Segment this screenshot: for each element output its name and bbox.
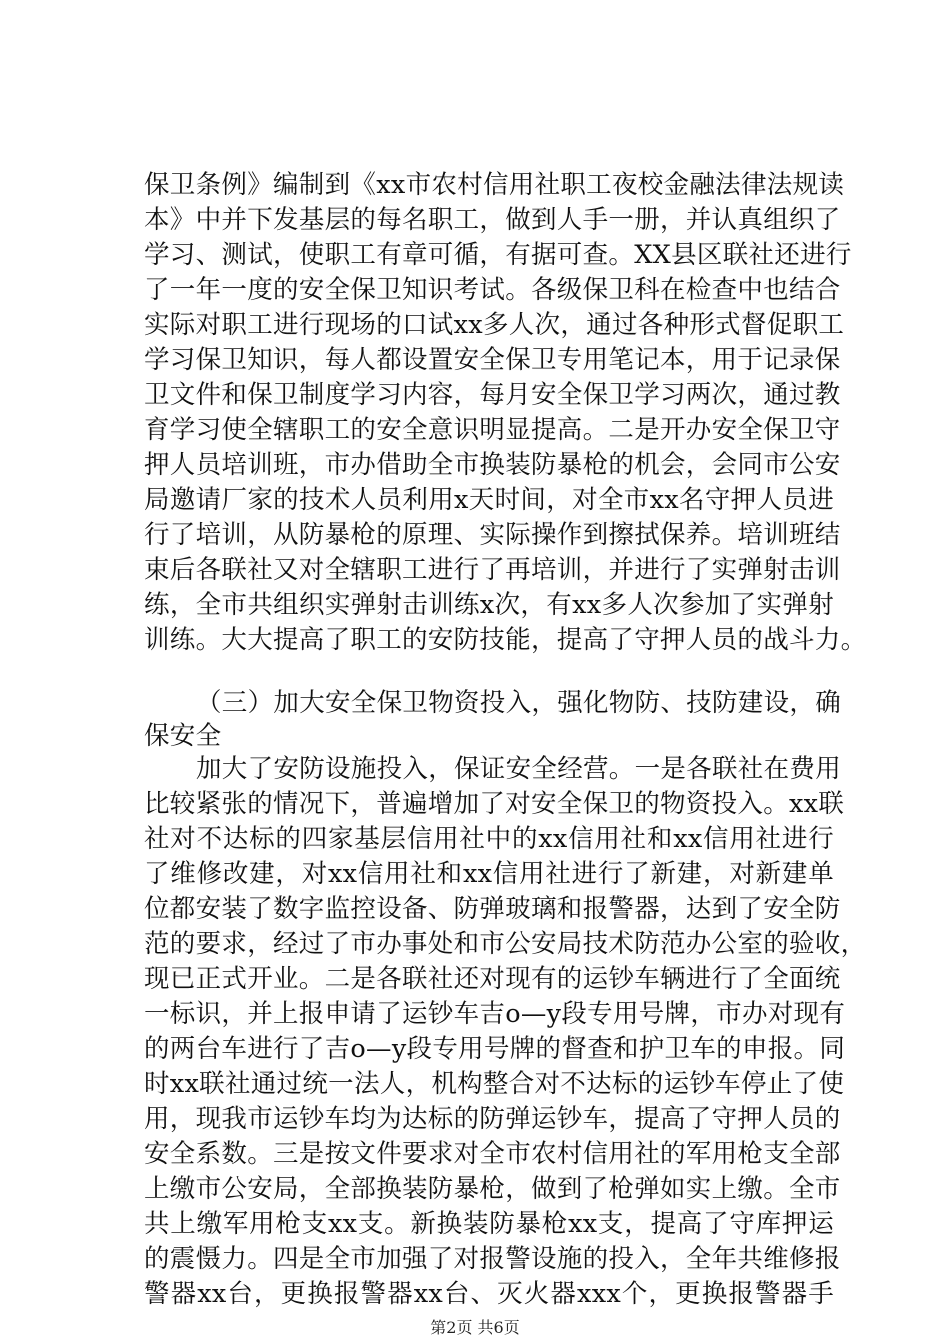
paragraph-2-line: 范的要求，经过了市办事处和市公安局技术防范办公室的验收， <box>144 929 867 959</box>
paragraph-1-line: 押人员培训班，市办借助全市换装防暴枪的机会，会同市公安 <box>144 450 841 480</box>
paragraph-2-line: 一标识，并上报申请了运钞车吉o—y段专用号牌，市办对现有 <box>144 999 846 1029</box>
paragraph-2-line: 的震慑力。四是全市加强了对报警设施的投入，全年共维修报 <box>144 1244 841 1274</box>
paragraph-1-line: 卫文件和保卫制度学习内容，每月安全保卫学习两次，通过教 <box>144 380 841 410</box>
paragraph-1-line: 实际对职工进行现场的口试xx多人次，通过各种形式督促职工 <box>144 310 845 340</box>
section-heading: （三）加大安全保卫物资投入，强化物防、技防建设，确 <box>196 688 842 718</box>
paragraph-2-line: 比较紧张的情况下，普遍增加了对安全保卫的物资投入。xx联 <box>144 789 845 819</box>
paragraph-2-line: 时xx联社通过统一法人，机构整合对不达标的运钞车停止了使 <box>144 1069 845 1099</box>
section-heading-continued: 保安全 <box>144 721 222 751</box>
paragraph-1-line: 束后各联社又对全辖职工进行了再培训，并进行了实弹射击训 <box>144 555 841 585</box>
paragraph-2-line: 加大了安防设施投入，保证安全经营。一是各联社在费用 <box>196 754 842 784</box>
paragraph-2-line: 上缴市公安局，全部换装防暴枪，做到了枪弹如实上缴。全市 <box>144 1174 841 1204</box>
paragraph-2-line: 警器xx台，更换报警器xx台、灭火器xxx个，更换报警器手 <box>144 1279 834 1309</box>
paragraph-2-line: 社对不达标的四家基层信用社中的xx信用社和xx信用社进行 <box>144 824 834 854</box>
paragraph-1-line: 育学习使全辖职工的安全意识明显提高。二是开办安全保卫守 <box>144 415 841 445</box>
paragraph-2-line: 安全系数。三是按文件要求对全市农村信用社的军用枪支全部 <box>144 1139 841 1169</box>
paragraph-2-line: 了维修改建，对xx信用社和xx信用社进行了新建，对新建单 <box>144 859 834 889</box>
paragraph-1-line: 了一年一度的安全保卫知识考试。各级保卫科在检查中也结合 <box>144 275 841 305</box>
paragraph-2-line: 位都安装了数字监控设备、防弹玻璃和报警器，达到了安全防 <box>144 894 841 924</box>
paragraph-2-line: 的两台车进行了吉o—y段专用号牌的督查和护卫车的申报。同 <box>144 1034 846 1064</box>
paragraph-1-line: 练，全市共组织实弹射击训练x次，有xx多人次参加了实弹射 <box>144 590 834 620</box>
paragraph-1-line: 本》中并下发基层的每名职工，做到人手一册，并认真组织了 <box>144 205 841 235</box>
paragraph-2-line: 共上缴军用枪支xx支。新换装防暴枪xx支，提高了守库押运 <box>144 1209 834 1239</box>
paragraph-1-line: 行了培训，从防暴枪的原理、实际操作到擦拭保养。培训班结 <box>144 520 841 550</box>
paragraph-1-line: 学习、测试，使职工有章可循，有据可查。XX县区联社还进行 <box>144 240 852 270</box>
paragraph-1-line: 学习保卫知识，每人都设置安全保卫专用笔记本，用于记录保 <box>144 345 841 375</box>
paragraph-1-line: 局邀请厂家的技术人员利用x天时间，对全市xx名守押人员进 <box>144 485 834 515</box>
paragraph-1-line: 保卫条例》编制到《xx市农村信用社职工夜校金融法律法规读 <box>144 170 845 200</box>
paragraph-2-line: 现已正式开业。二是各联社还对现有的运钞车辆进行了全面统 <box>144 964 841 994</box>
page-number-footer: 第2页 共6页 <box>430 1318 520 1337</box>
paragraph-2-line: 用，现我市运钞车均为达标的防弹运钞车，提高了守押人员的 <box>144 1104 841 1134</box>
paragraph-1-line: 训练。大大提高了职工的安防技能，提高了守押人员的战斗力。 <box>144 625 867 655</box>
